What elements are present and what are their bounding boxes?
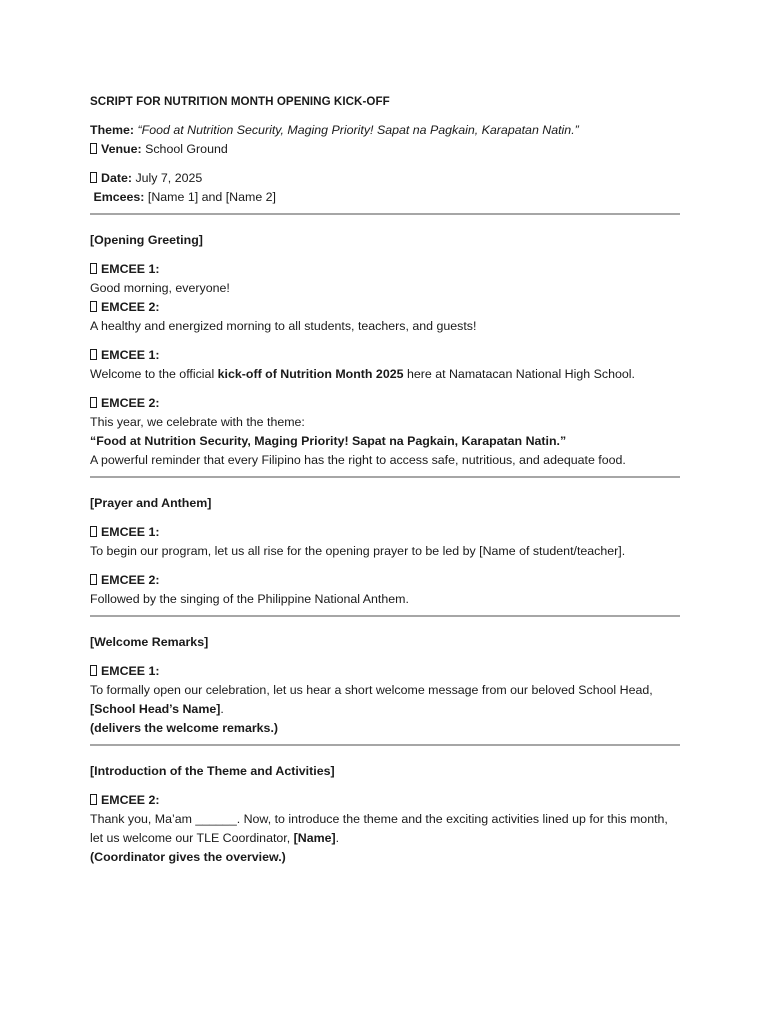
speaker-line: Thank you, Ma’am ______. Now, to introduce the theme and the exciting activities lined up for this month, let us welcome our TLE Coordinator, [Name]. (90, 812, 668, 845)
section-heading-intro: [Introduction of the Theme and Activities] (90, 764, 335, 778)
section-heading-opening: [Opening Greeting] (90, 233, 203, 247)
school-head-name: [School Head’s Name] (90, 702, 221, 716)
speaker-label: EMCEE 1: (90, 346, 680, 365)
theme-quote: “Food at Nutrition Security, Maging Priority! Sapat na Pagkain, Karapatan Natin.” (90, 434, 567, 448)
missing-glyph-icon (90, 794, 97, 805)
document-title: SCRIPT FOR NUTRITION MONTH OPENING KICK-OFF (90, 95, 390, 108)
coordinator-name: [Name] (293, 831, 336, 845)
missing-glyph-icon (90, 574, 97, 585)
missing-glyph-icon (90, 349, 97, 360)
missing-glyph-icon (90, 526, 97, 537)
emcees-line (90, 188, 680, 207)
speaker-label: EMCEE 1: (90, 523, 680, 542)
stage-direction: (Coordinator gives the overview.) (90, 850, 286, 864)
speaker-line: Followed by the singing of the Philippine National Anthem. (90, 592, 409, 606)
speaker-label: EMCEE 2: (90, 791, 680, 810)
emcees-label: Emcees: (93, 190, 145, 204)
stage-direction: (delivers the welcome remarks.) (90, 721, 279, 735)
theme-value: “Food at Nutrition Security, Maging Priority! Sapat na Pagkain, Karapatan Natin.” (137, 123, 579, 137)
speaker-label: EMCEE 1: (90, 260, 680, 279)
missing-glyph-icon (90, 172, 97, 183)
missing-glyph-icon (90, 263, 97, 274)
speaker-line: A healthy and energized morning to all students, teachers, and guests! (90, 319, 477, 333)
speaker-line: Good morning, everyone! (90, 281, 230, 295)
emcees-value: [Name 1] and [Name 2] (147, 190, 276, 204)
missing-glyph-icon (90, 397, 97, 408)
section-divider (90, 213, 680, 215)
speaker-label: EMCEE 2: (90, 394, 680, 413)
speaker-line: To formally open our celebration, let us hear a short welcome message from our beloved School Head, (90, 683, 653, 697)
speaker-line: Welcome to the official kick-off of Nutrition Month 2025 here at Namatacan National High School. (90, 367, 635, 381)
missing-glyph-icon (90, 301, 97, 312)
date-value: July 7, 2025 (135, 171, 203, 185)
section-divider (90, 476, 680, 478)
missing-glyph-icon (90, 143, 97, 154)
date-line (90, 169, 680, 188)
section-heading-welcome: [Welcome Remarks] (90, 635, 209, 649)
event-name: kick-off of Nutrition Month 2025 (217, 367, 404, 381)
venue-line (90, 140, 680, 159)
venue-value: School Ground (145, 142, 228, 156)
missing-glyph-icon (90, 665, 97, 676)
section-divider (90, 744, 680, 746)
venue-label: Venue: (101, 142, 142, 156)
theme-label: Theme: (90, 123, 135, 137)
section-heading-prayer: [Prayer and Anthem] (90, 496, 212, 510)
speaker-line: A powerful reminder that every Filipino has the right to access safe, nutritious, and adequate food. (90, 453, 626, 467)
section-divider (90, 615, 680, 617)
speaker-label: EMCEE 2: (90, 298, 680, 317)
document-body (90, 92, 680, 867)
speaker-label: EMCEE 1: (90, 662, 680, 681)
speaker-line: This year, we celebrate with the theme: (90, 415, 305, 429)
speaker-label: EMCEE 2: (90, 571, 680, 590)
theme-line (90, 121, 680, 140)
date-label: Date: (101, 171, 132, 185)
speaker-line: To begin our program, let us all rise for the opening prayer to be led by [Name of student/teacher]. (90, 544, 626, 558)
speaker-line: [School Head’s Name]. (90, 702, 224, 716)
